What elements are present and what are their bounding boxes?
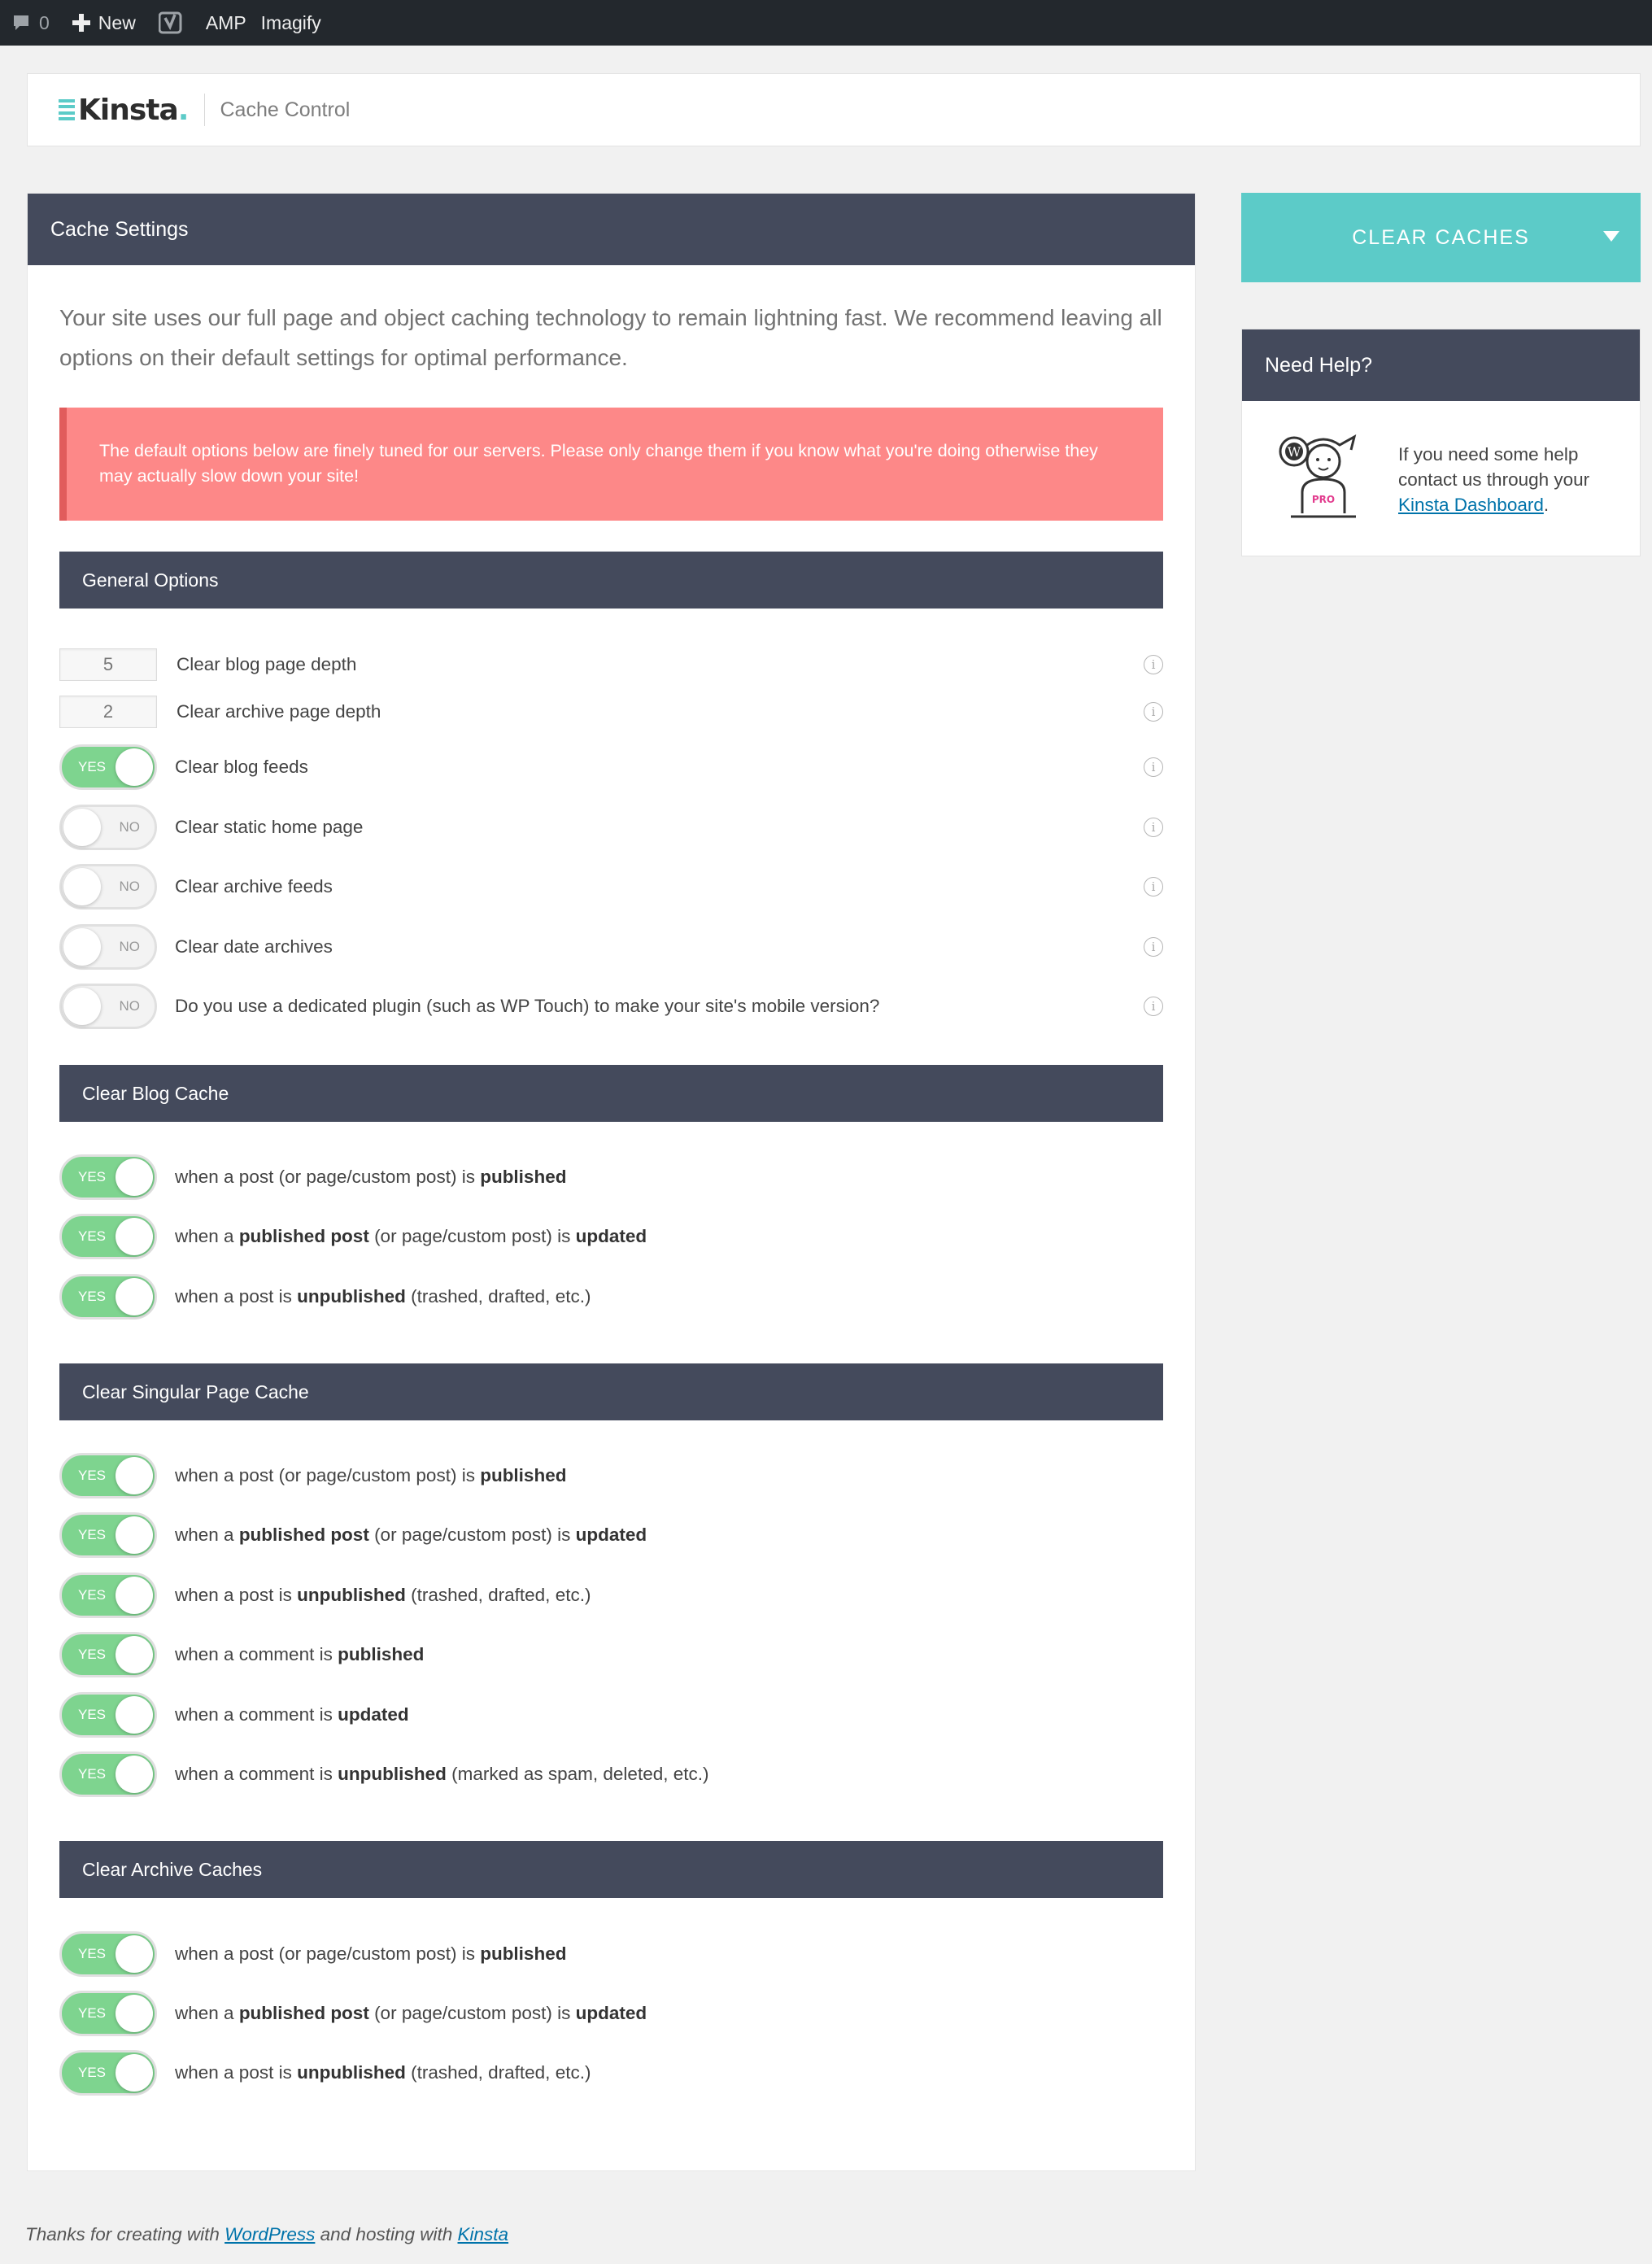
- info-icon[interactable]: i: [1144, 818, 1163, 837]
- help-box: [1241, 329, 1641, 556]
- option-label: when a post is unpublished (trashed, drafted, etc.): [175, 1286, 591, 1306]
- blog-post-unpublished-toggle[interactable]: YES: [59, 1274, 157, 1320]
- option-label: when a post is unpublished (trashed, drafted, etc.): [175, 2062, 591, 2083]
- option-row: [59, 2049, 1163, 2096]
- clear-caches-label: CLEAR CACHES: [1352, 225, 1530, 249]
- option-row: [59, 1691, 1163, 1738]
- option-row: [59, 744, 1163, 791]
- warning-alert: The default options below are finely tuned for our servers. Please only change them if you know what you're doing otherwise they may actually slow down your site!: [59, 408, 1163, 521]
- option-row: [59, 983, 1163, 1030]
- support-mascot-icon: [1275, 429, 1371, 529]
- new-label: New: [98, 11, 136, 33]
- help-title: Need Help?: [1242, 329, 1640, 401]
- caret-down-icon[interactable]: [1603, 231, 1619, 242]
- option-row: [59, 1572, 1163, 1619]
- new-content-menu[interactable]: [61, 0, 147, 46]
- option-row: [59, 688, 1163, 735]
- archive-feeds-toggle[interactable]: NO: [59, 864, 157, 910]
- imagify-menu[interactable]: Imagify: [260, 11, 321, 33]
- clear-caches-button[interactable]: [1241, 193, 1641, 282]
- option-label: when a published post (or page/custom post) is updated: [175, 1226, 647, 1246]
- info-icon[interactable]: i: [1144, 702, 1163, 722]
- section-general-options: General Options: [59, 552, 1163, 609]
- option-label: when a comment is unpublished (marked as spam, deleted, etc.): [175, 1764, 709, 1784]
- option-row: [59, 1273, 1163, 1320]
- blog-feeds-toggle[interactable]: YES: [59, 744, 157, 790]
- option-label: Do you use a dedicated plugin (such as WP Touch) to make your site's mobile version?: [175, 996, 880, 1016]
- option-label: when a post (or page/custom post) is published: [175, 1943, 567, 1964]
- singular-post-updated-toggle[interactable]: YES: [59, 1512, 157, 1558]
- section-clear-archive-caches: Clear Archive Caches: [59, 1841, 1163, 1898]
- option-row: [59, 1631, 1163, 1678]
- comment-unpublished-toggle[interactable]: YES: [59, 1751, 157, 1797]
- section-clear-blog-cache: Clear Blog Cache: [59, 1065, 1163, 1122]
- archive-post-updated-toggle[interactable]: YES: [59, 1991, 157, 2036]
- info-icon[interactable]: i: [1144, 937, 1163, 957]
- option-row: [59, 641, 1163, 688]
- info-icon[interactable]: i: [1144, 997, 1163, 1016]
- option-label: when a post (or page/custom post) is published: [175, 1465, 567, 1485]
- archive-post-published-toggle[interactable]: YES: [59, 1931, 157, 1977]
- page-title: Cache Control: [220, 98, 351, 121]
- archive-depth-input[interactable]: 2: [59, 696, 157, 728]
- admin-footer: Thanks for creating with WordPress and hosting with Kinsta: [25, 2224, 509, 2244]
- svg-text:PRO: PRO: [1311, 494, 1336, 505]
- panel-title: Cache Settings: [28, 194, 1195, 265]
- blog-post-published-toggle[interactable]: YES: [59, 1154, 157, 1200]
- option-row: [59, 1213, 1163, 1260]
- option-row: [59, 804, 1163, 851]
- mobile-plugin-toggle[interactable]: NO: [59, 984, 157, 1029]
- option-label: when a published post (or page/custom post) is updated: [175, 2003, 647, 2023]
- comment-published-toggle[interactable]: YES: [59, 1632, 157, 1677]
- option-label: Clear blog feeds: [175, 757, 308, 777]
- option-label: when a comment is updated: [175, 1704, 409, 1725]
- help-text: If you need some help contact us through your Kinsta Dashboard.: [1398, 444, 1590, 515]
- yoast-icon: [159, 11, 183, 35]
- static-home-toggle[interactable]: NO: [59, 805, 157, 850]
- kinsta-dashboard-link[interactable]: Kinsta Dashboard: [1398, 495, 1544, 515]
- svg-text:W: W: [1287, 444, 1301, 460]
- blog-post-updated-toggle[interactable]: YES: [59, 1214, 157, 1259]
- admin-bar: [0, 0, 1652, 46]
- yoast-menu[interactable]: [147, 0, 194, 46]
- option-row: [59, 1751, 1163, 1798]
- option-row: [59, 1154, 1163, 1201]
- amp-menu[interactable]: AMP: [205, 11, 246, 33]
- comment-icon: [11, 13, 31, 33]
- date-archives-toggle[interactable]: NO: [59, 924, 157, 970]
- option-label: Clear archive feeds: [175, 876, 333, 896]
- option-row: [59, 863, 1163, 910]
- archive-post-unpublished-toggle[interactable]: YES: [59, 2050, 157, 2096]
- option-label: Clear blog page depth: [177, 654, 357, 674]
- option-label: Clear date archives: [175, 936, 333, 957]
- kinsta-link[interactable]: Kinsta: [457, 2224, 509, 2244]
- section-clear-singular-page-cache: Clear Singular Page Cache: [59, 1363, 1163, 1420]
- option-row: [59, 1930, 1163, 1978]
- info-icon[interactable]: i: [1144, 877, 1163, 896]
- info-icon[interactable]: i: [1144, 757, 1163, 777]
- cache-settings-panel: [27, 193, 1196, 2171]
- brand-header: [27, 73, 1641, 146]
- option-label: Clear static home page: [175, 817, 364, 837]
- option-row: [59, 1452, 1163, 1499]
- intro-text: Your site uses our full page and object caching technology to remain lightning fast. We recommend leaving all options on their default settings for optimal performance.: [59, 305, 1162, 370]
- info-icon[interactable]: i: [1144, 655, 1163, 674]
- option-label: when a published post (or page/custom post) is updated: [175, 1525, 647, 1545]
- blog-depth-input[interactable]: 5: [59, 648, 157, 681]
- option-row: [59, 923, 1163, 971]
- plus-icon: [72, 14, 90, 32]
- wordpress-link[interactable]: WordPress: [224, 2224, 316, 2244]
- header-divider: [204, 94, 205, 126]
- comments-menu[interactable]: [0, 0, 61, 46]
- option-label: when a post is unpublished (trashed, drafted, etc.): [175, 1585, 591, 1605]
- comment-updated-toggle[interactable]: YES: [59, 1692, 157, 1738]
- option-label: Clear archive page depth: [177, 701, 381, 722]
- comments-count: 0: [39, 11, 50, 33]
- kinsta-logo: Kinsta .: [59, 94, 188, 127]
- kinsta-logo-icon: [59, 99, 75, 120]
- option-row: [59, 1512, 1163, 1559]
- singular-post-unpublished-toggle[interactable]: YES: [59, 1573, 157, 1618]
- option-label: when a post (or page/custom post) is published: [175, 1167, 567, 1187]
- option-row: [59, 1990, 1163, 2037]
- option-label: when a comment is published: [175, 1644, 425, 1664]
- singular-post-published-toggle[interactable]: YES: [59, 1453, 157, 1498]
